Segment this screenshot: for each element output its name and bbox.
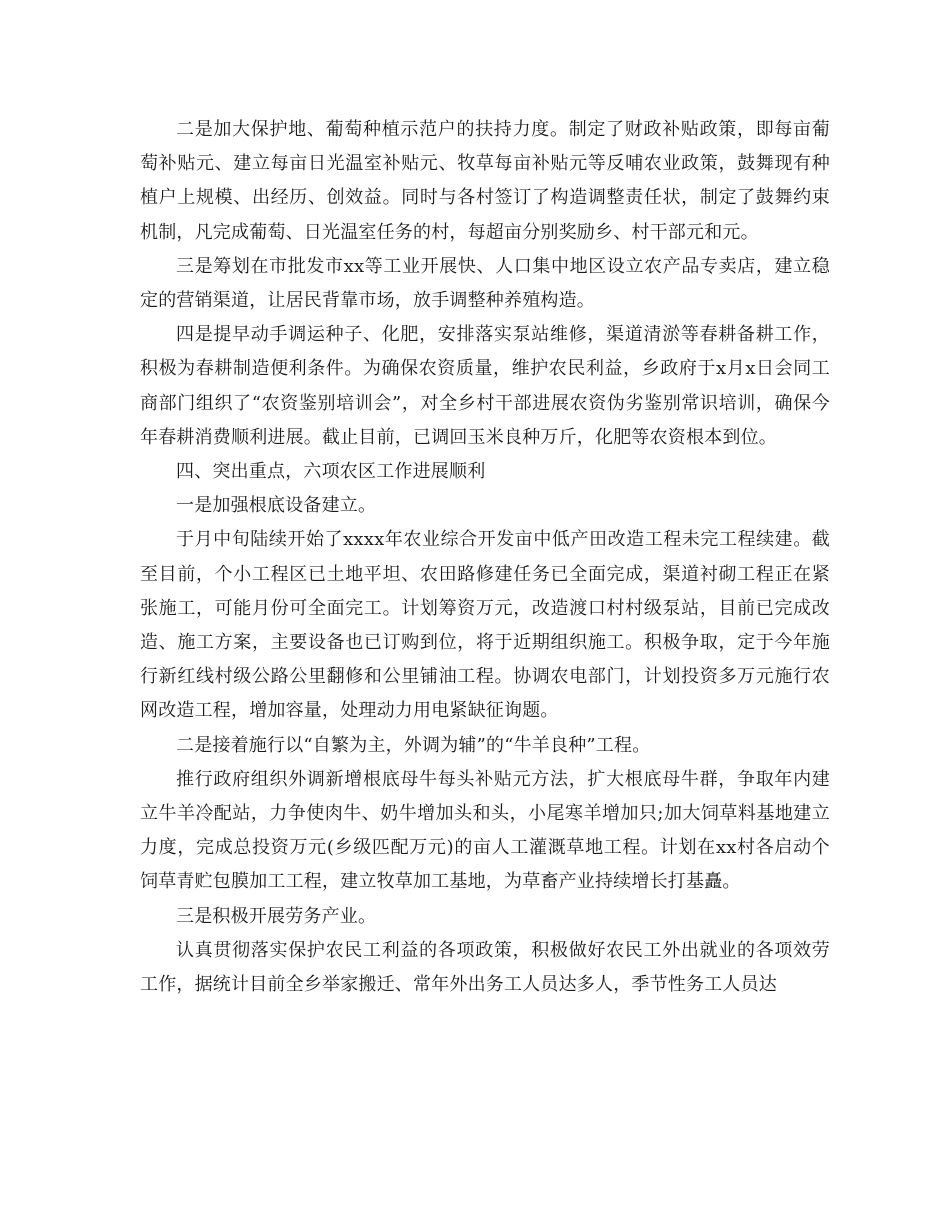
paragraph-breeding-heading: 二是接着施行以“自繁为主，外调为辅”的“牛羊良种”工程。 bbox=[176, 734, 651, 756]
paragraph-protection-support: 二是加大保护地、葡萄种植示范户的扶持力度。制定了财政补贴政策，即每亩葡萄补贴元、建立每亩日光温室补贴元、牧草每亩补贴元等反哺农业政策，鼓舞现有种植户上规模、出经历、创效益。同时与各村签订了构造调整责任状，制定了鼓舞约束机制，凡完成葡萄、日光温室任务的村，每超亩分别奖励乡、村干部元和元。 bbox=[140, 119, 830, 243]
paragraph-labor-heading: 三是积极开展劳务产业。 bbox=[176, 905, 377, 927]
paragraph-labor-detail: 认真贯彻落实保护农民工利益的各项政策，积极做好农民工外出就业的各项效劳工作，据统计目前全乡举家搬迁、常年外出务工人员达多人，季节性务工人员达 bbox=[140, 939, 830, 996]
section-heading-six-projects: 四、突出重点，六项农区工作进展顺利 bbox=[176, 461, 486, 483]
paragraph-breeding-detail: 推行政府组织外调新增根底母牛每头补贴元方法，扩大根底母牛群，争取年内建立牛羊冷配站，力争使肉牛、奶牛增加头和头，小尾寒羊增加只;加大饲草料基地建立力度，完成总投资万元(乡级匹配万元)的亩人工灌溉草地工程。计划在xx村各启动个饲草青贮包膜加工工程，建立牧草加工基地，为草畜产业持续增长打基矗。 bbox=[140, 768, 830, 893]
paragraph-marketing-channels: 三是筹划在市批发市xx等工业开展快、人口集中地区设立农产品专卖店，建立稳定的营销渠道，让居民背靠市场，放手调整种养殖构造。 bbox=[140, 255, 830, 312]
paragraph-spring-plowing: 四是提早动手调运种子、化肥，安排落实泵站维修，渠道清淤等春耕备耕工作，积极为春耕制造便利条件。为确保农资质量，维护农民利益，乡政府于x月x日会同工商部门组织了“农资鉴别培训会”，对全乡村干部进展农资伪劣鉴别常识培训，确保今年春耕消费顺利进展。截止目前，已调回玉米良种万斤，化肥等农资根本到位。 bbox=[140, 324, 830, 448]
paragraph-infrastructure-heading: 一是加强根底设备建立。 bbox=[176, 495, 377, 517]
paragraph-infrastructure-detail: 于月中旬陆续开始了xxxx年农业综合开发亩中低产田改造工程未完工程续建。截至目前，个小工程区已土地平坦、农田路修建任务已全面完成，渠道衬砌工程正在紧张施工，可能月份可全面完工。计划筹资万元，改造渡口村村级泵站，目前已完成改造、施工方案，主要设备也已订购到位，将于近期组织施工。积极争取，定于今年施行新红线村级公路公里翻修和公里铺油工程。协调农电部门，计划投资多万元施行农网改造工程，增加容量，处理动力用电紧缺征询题。 bbox=[140, 529, 830, 722]
document-body bbox=[140, 113, 830, 1002]
